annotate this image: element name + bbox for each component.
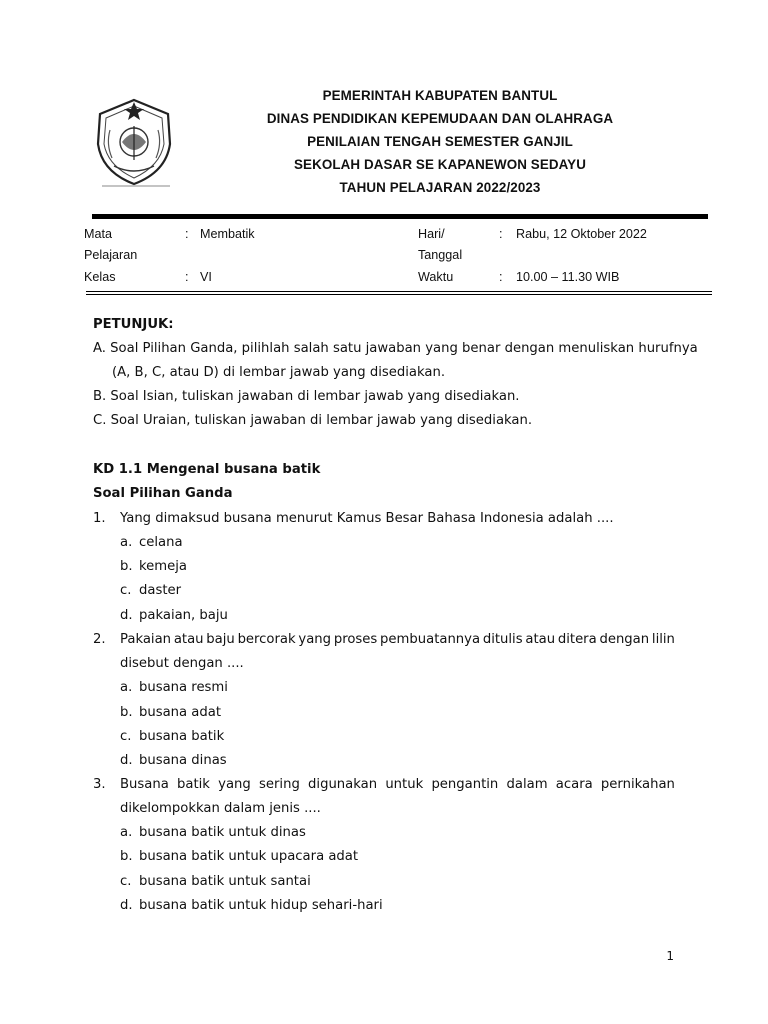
q3-option-b-text: busana batik untuk upacara adat xyxy=(139,849,359,864)
header-line-2: DINAS PENDIDIKAN KEPEMUDAAN DAN OLAHRAGA xyxy=(266,111,614,126)
q1-option-a-text: celana xyxy=(139,535,183,550)
question-2-number: 2. xyxy=(93,632,106,647)
info-rule-top xyxy=(86,291,712,292)
petunjuk-b: B. Soal Isian, tuliskan jawaban di lembar jawab yang disediakan. xyxy=(93,389,520,404)
question-2-text-line2: disebut dengan .... xyxy=(120,656,244,671)
petunjuk-c: C. Soal Uraian, tuliskan jawaban di lembar jawab yang disediakan. xyxy=(93,413,533,428)
q2-option-a-letter: a. xyxy=(120,680,133,695)
q3-option-a-text: busana batik untuk dinas xyxy=(139,825,306,840)
q2-word: Pakaian xyxy=(120,632,172,647)
q3-option-d-letter: d. xyxy=(120,898,133,913)
q3-word: dalam xyxy=(506,777,548,792)
header-line-4: SEKOLAH DASAR SE KAPANEWON SEDAYU xyxy=(294,157,586,172)
mapel-value: Membatik xyxy=(200,227,255,241)
q2-word: bercorak xyxy=(237,632,296,647)
q1-option-c-text: daster xyxy=(139,583,182,598)
hari-label-line2: Tanggal xyxy=(418,248,463,262)
q2-word: lilin xyxy=(651,632,675,647)
waktu-label: Waktu xyxy=(418,270,454,284)
q3-option-b-letter: b. xyxy=(120,849,133,864)
q2-option-b-letter: b. xyxy=(120,705,133,720)
waktu-colon: : xyxy=(499,270,503,284)
question-3-text-line1 xyxy=(120,777,675,793)
question-3-text-line2: dikelompokkan dalam jenis .... xyxy=(120,801,321,816)
header-line-1: PEMERINTAH KABUPATEN BANTUL xyxy=(322,88,558,103)
q3-word: pernikahan xyxy=(600,777,675,792)
q3-word: digunakan xyxy=(308,777,378,792)
header-thick-rule xyxy=(92,214,708,219)
q3-word: pengantin xyxy=(431,777,499,792)
q3-word: Busana xyxy=(120,777,169,792)
q2-word: yang xyxy=(298,632,332,647)
q3-word: batik xyxy=(177,777,210,792)
mapel-label-line1: Mata xyxy=(84,227,112,241)
q2-word: proses xyxy=(333,632,378,647)
q1-option-b-text: kemeja xyxy=(139,559,187,574)
q1-option-c-letter: c. xyxy=(120,583,132,598)
mapel-label-line2: Pelajaran xyxy=(84,248,138,262)
q3-option-c-letter: c. xyxy=(120,874,132,889)
q2-option-d-text: busana dinas xyxy=(139,753,227,768)
header-line-5: TAHUN PELAJARAN 2022/2023 xyxy=(339,180,541,195)
q2-option-c-text: busana batik xyxy=(139,729,225,744)
q1-option-d-letter: d. xyxy=(120,608,133,623)
q2-word: pembuatannya xyxy=(380,632,481,647)
hari-colon: : xyxy=(499,227,503,241)
petunjuk-a-line1: A. Soal Pilihan Ganda, pilihlah salah satu jawaban yang benar dengan menuliskan hurufnya xyxy=(93,341,698,356)
q2-word: baju xyxy=(206,632,235,647)
kelas-value: VI xyxy=(200,270,212,284)
kelas-colon: : xyxy=(185,270,189,284)
q3-option-c-text: busana batik untuk santai xyxy=(139,874,311,889)
question-2-text-line1 xyxy=(120,632,675,648)
question-3-number: 3. xyxy=(93,777,106,792)
q2-option-c-letter: c. xyxy=(120,729,132,744)
q3-word: untuk xyxy=(385,777,424,792)
q1-option-b-letter: b. xyxy=(120,559,133,574)
q2-word: ditulis xyxy=(482,632,523,647)
q2-word: atau xyxy=(525,632,556,647)
petunjuk-title: PETUNJUK: xyxy=(93,317,174,332)
q2-word: ditera xyxy=(557,632,597,647)
q3-word: acara xyxy=(555,777,593,792)
q2-option-b-text: busana adat xyxy=(139,705,222,720)
q2-word: atau xyxy=(173,632,204,647)
kd-heading: KD 1.1 Mengenal busana batik xyxy=(93,462,321,477)
q3-option-a-letter: a. xyxy=(120,825,133,840)
hari-value: Rabu, 12 Oktober 2022 xyxy=(516,227,647,241)
q2-option-d-letter: d. xyxy=(120,753,133,768)
info-rule-bottom xyxy=(86,294,712,295)
q3-word: sering xyxy=(259,777,300,792)
q2-option-a-text: busana resmi xyxy=(139,680,228,695)
q3-word: yang xyxy=(218,777,251,792)
q1-option-a-letter: a. xyxy=(120,535,133,550)
bantul-seal-logo xyxy=(92,96,176,188)
hari-label-line1: Hari/ xyxy=(418,227,445,241)
petunjuk-a-line2: (A, B, C, atau D) di lembar jawab yang disediakan. xyxy=(112,365,446,380)
soal-subtitle: Soal Pilihan Ganda xyxy=(93,486,233,501)
question-1-number: 1. xyxy=(93,511,106,526)
question-1-text: Yang dimaksud busana menurut Kamus Besar Bahasa Indonesia adalah .... xyxy=(120,511,614,526)
header-line-3: PENILAIAN TENGAH SEMESTER GANJIL xyxy=(307,134,573,149)
waktu-value: 10.00 – 11.30 WIB xyxy=(516,270,620,284)
q3-option-d-text: busana batik untuk hidup sehari-hari xyxy=(139,898,383,913)
page-number: 1 xyxy=(666,949,674,963)
q1-option-d-text: pakaian, baju xyxy=(139,608,228,623)
kelas-label: Kelas xyxy=(84,270,116,284)
q2-word: dengan xyxy=(599,632,650,647)
mapel-colon: : xyxy=(185,227,189,241)
